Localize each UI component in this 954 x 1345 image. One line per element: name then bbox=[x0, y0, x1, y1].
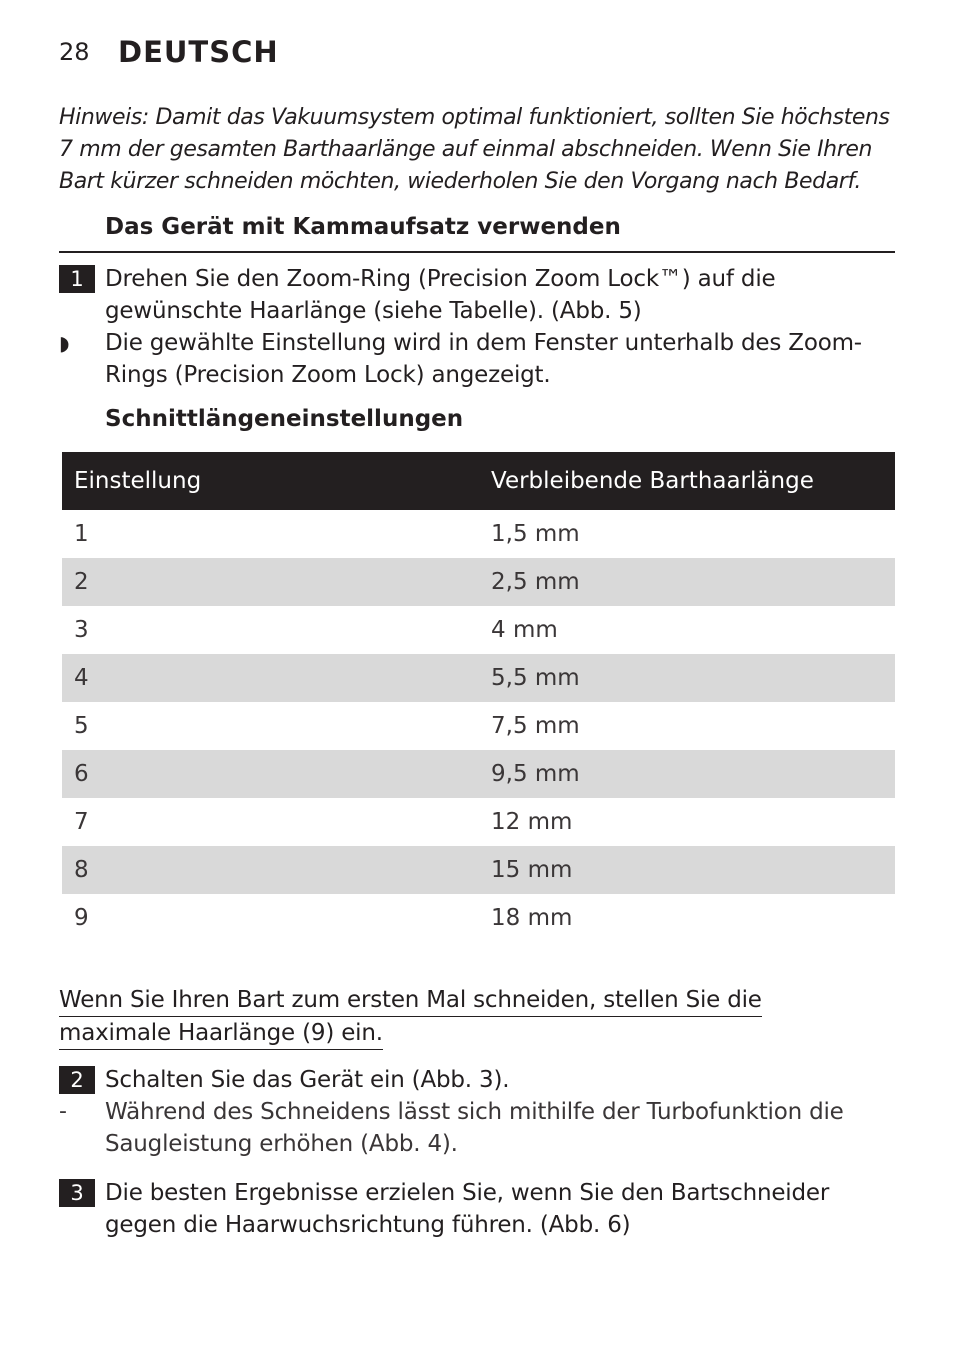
first-use-tip bbox=[59, 984, 762, 1050]
section-heading-settings bbox=[59, 406, 895, 436]
table-row bbox=[62, 750, 895, 798]
sub-text: Während des Schneidens lässt sich mithilfe der Turbofunktion die Saugleistung erhöhen (Abb. 4). bbox=[105, 1099, 844, 1157]
step-number-badge: 1 bbox=[59, 265, 95, 293]
table-row bbox=[62, 558, 895, 606]
step-text: Drehen Sie den Zoom-Ring (Precision Zoom Lock™) auf die gewünschte Haarlänge (siehe Tabelle). (Abb. 5) bbox=[105, 266, 776, 324]
setting-cell: 6 bbox=[74, 761, 89, 787]
table-row bbox=[62, 846, 895, 894]
length-cell: 18 mm bbox=[491, 905, 573, 931]
section-title: Schnittlängeneinstellungen bbox=[105, 406, 464, 432]
table-row bbox=[62, 798, 895, 846]
setting-cell: 4 bbox=[74, 665, 89, 691]
step-number-badge: 2 bbox=[59, 1066, 95, 1094]
setting-cell: 7 bbox=[74, 809, 89, 835]
step-text: Die besten Ergebnisse erzielen Sie, wenn Sie den Bartschneider gegen die Haarwuchsrichtung führen. (Abb. 6) bbox=[105, 1180, 830, 1238]
setting-cell: 8 bbox=[74, 857, 89, 883]
table-row bbox=[62, 654, 895, 702]
setting-cell: 2 bbox=[74, 569, 89, 595]
step-text: Schalten Sie das Gerät ein (Abb. 3). bbox=[105, 1067, 510, 1093]
step-number-badge: 3 bbox=[59, 1179, 95, 1207]
tip-line: Wenn Sie Ihren Bart zum ersten Mal schneiden, stellen Sie die bbox=[59, 984, 762, 1017]
section-heading-comb bbox=[59, 214, 895, 253]
length-cell: 7,5 mm bbox=[491, 713, 580, 739]
note-paragraph: Hinweis: Damit das Vakuumsystem optimal funktioniert, sollten Sie höchstens 7 mm der gesamten Barthaarlänge auf einmal abschneiden. Wenn Sie Ihren Bart kürzer schneiden möchten, wiederholen Sie den Vorgang nach Bedarf. bbox=[59, 105, 890, 194]
length-cell: 15 mm bbox=[491, 857, 573, 883]
setting-cell: 3 bbox=[74, 617, 89, 643]
table-row bbox=[62, 510, 895, 558]
table-header-row bbox=[62, 452, 895, 510]
cutting-length-table bbox=[62, 452, 895, 942]
table-row bbox=[62, 702, 895, 750]
tip-line: maximale Haarlänge (9) ein. bbox=[59, 1017, 383, 1050]
column-header: Einstellung bbox=[74, 468, 202, 494]
setting-cell: 1 bbox=[74, 521, 89, 547]
length-cell: 9,5 mm bbox=[491, 761, 580, 787]
length-cell: 12 mm bbox=[491, 809, 573, 835]
table-row bbox=[62, 894, 895, 942]
setting-cell: 9 bbox=[74, 905, 89, 931]
result-marker-icon: ◗ bbox=[59, 331, 70, 355]
table-row bbox=[62, 606, 895, 654]
setting-cell: 5 bbox=[74, 713, 89, 739]
length-cell: 4 mm bbox=[491, 617, 558, 643]
column-header: Verbleibende Barthaarlänge bbox=[491, 468, 814, 494]
length-cell: 5,5 mm bbox=[491, 665, 580, 691]
page-number: 28 bbox=[59, 38, 90, 66]
length-cell: 2,5 mm bbox=[491, 569, 580, 595]
language-heading: DEUTSCH bbox=[118, 35, 279, 69]
dash-marker: - bbox=[59, 1099, 67, 1124]
section-title: Das Gerät mit Kammaufsatz verwenden bbox=[105, 214, 621, 240]
length-cell: 1,5 mm bbox=[491, 521, 580, 547]
result-text: Die gewählte Einstellung wird in dem Fenster unterhalb des Zoom-Rings (Precision Zoom Lock) angezeigt. bbox=[105, 330, 862, 388]
